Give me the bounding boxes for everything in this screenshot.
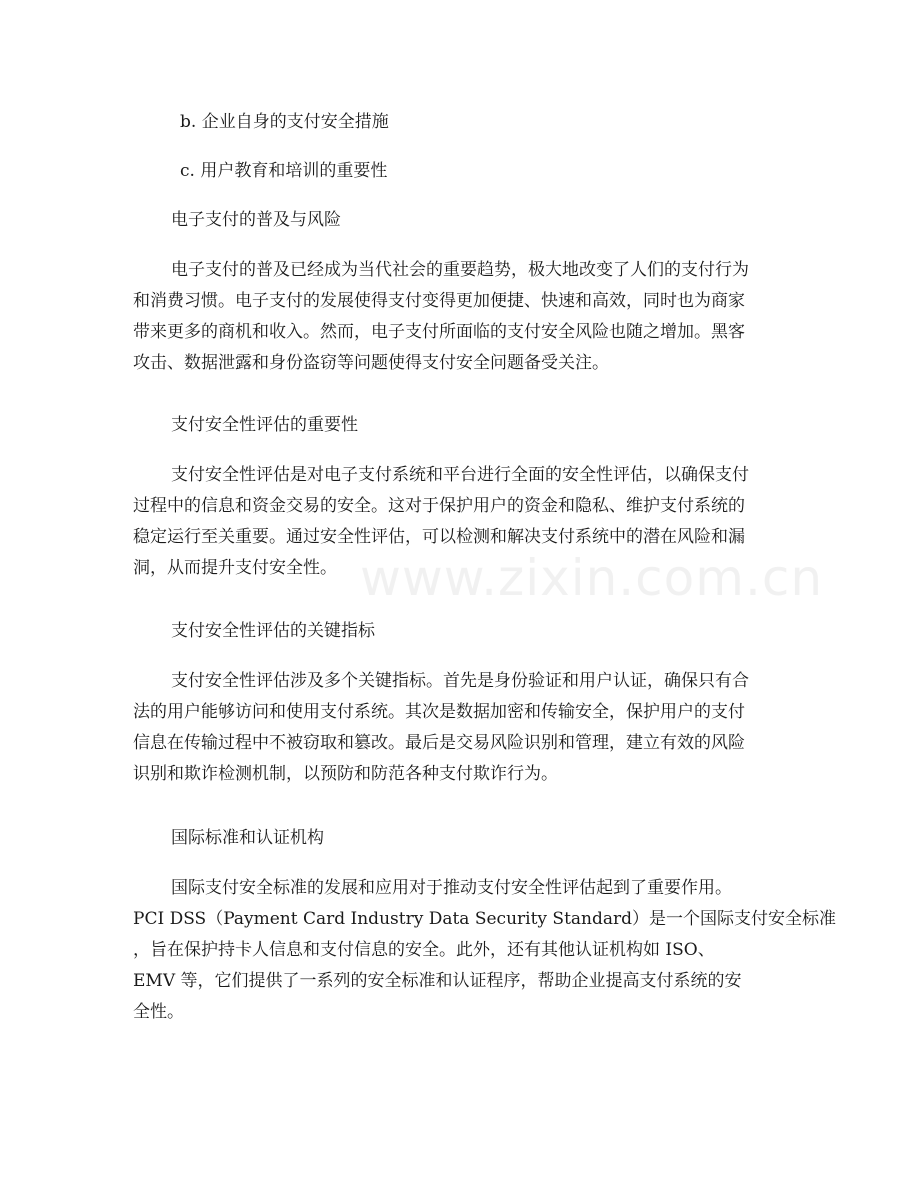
paragraph-line: 支付安全性评估是对电子支付系统和平台进行全面的安全性评估，以确保支付	[171, 465, 749, 485]
paragraph-assessment-importance	[133, 460, 793, 584]
list-item-b: b. 企业自身的支付安全措施	[180, 112, 389, 132]
paragraph-line: 支付安全性评估涉及多个关键指标。首先是身份验证和用户认证，确保只有合	[171, 671, 749, 691]
paragraph-line: 国际支付安全标准的发展和应用对于推动支付安全性评估起到了重要作用。	[171, 878, 732, 898]
paragraph-line: ，旨在保护持卡人信息和支付信息的安全。此外，还有其他认证机构如 ISO、	[133, 940, 715, 960]
paragraph-line: 洞，从而提升支付安全性。	[133, 558, 337, 578]
paragraph-international-standards	[133, 873, 837, 1028]
paragraph-payment-popularity	[133, 255, 793, 379]
paragraph-line: 信息在传输过程中不被窃取和篡改。最后是交易风险识别和管理，建立有效的风险	[133, 733, 745, 753]
section-heading-assessment-importance: 支付安全性评估的重要性	[171, 415, 358, 435]
list-item-c: c. 用户教育和培训的重要性	[180, 161, 388, 181]
paragraph-line: 法的用户能够访问和使用支付系统。其次是数据加密和传输安全，保护用户的支付	[133, 702, 745, 722]
watermark: www.zixin.com.cn	[360, 549, 824, 607]
section-heading-key-indicators: 支付安全性评估的关键指标	[171, 621, 375, 641]
paragraph-line: EMV 等，它们提供了一系列的安全标准和认证程序，帮助企业提高支付系统的安	[133, 971, 742, 991]
section-heading-payment-popularity: 电子支付的普及与风险	[171, 210, 341, 230]
paragraph-key-indicators	[133, 666, 793, 790]
paragraph-line: 攻击、数据泄露和身份盗窃等问题使得支付安全问题备受关注。	[133, 353, 609, 373]
paragraph-line: 电子支付的普及已经成为当代社会的重要趋势，极大地改变了人们的支付行为	[171, 260, 749, 280]
section-heading-international-standards: 国际标准和认证机构	[171, 828, 324, 848]
paragraph-line: 带来更多的商机和收入。然而，电子支付所面临的支付安全风险也随之增加。黑客	[133, 322, 745, 342]
paragraph-line: 全性。	[133, 1002, 184, 1022]
paragraph-line: 和消费习惯。电子支付的发展使得支付变得更加便捷、快速和高效，同时也为商家	[133, 291, 745, 311]
paragraph-line: PCI DSS（Payment Card Industry Data Security Standard）是一个国际支付安全标准	[133, 909, 837, 929]
paragraph-line: 过程中的信息和资金交易的安全。这对于保护用户的资金和隐私、维护支付系统的	[133, 496, 745, 516]
paragraph-line: 识别和欺诈检测机制，以预防和防范各种支付欺诈行为。	[133, 764, 558, 784]
paragraph-line: 稳定运行至关重要。通过安全性评估，可以检测和解决支付系统中的潜在风险和漏	[133, 527, 745, 547]
